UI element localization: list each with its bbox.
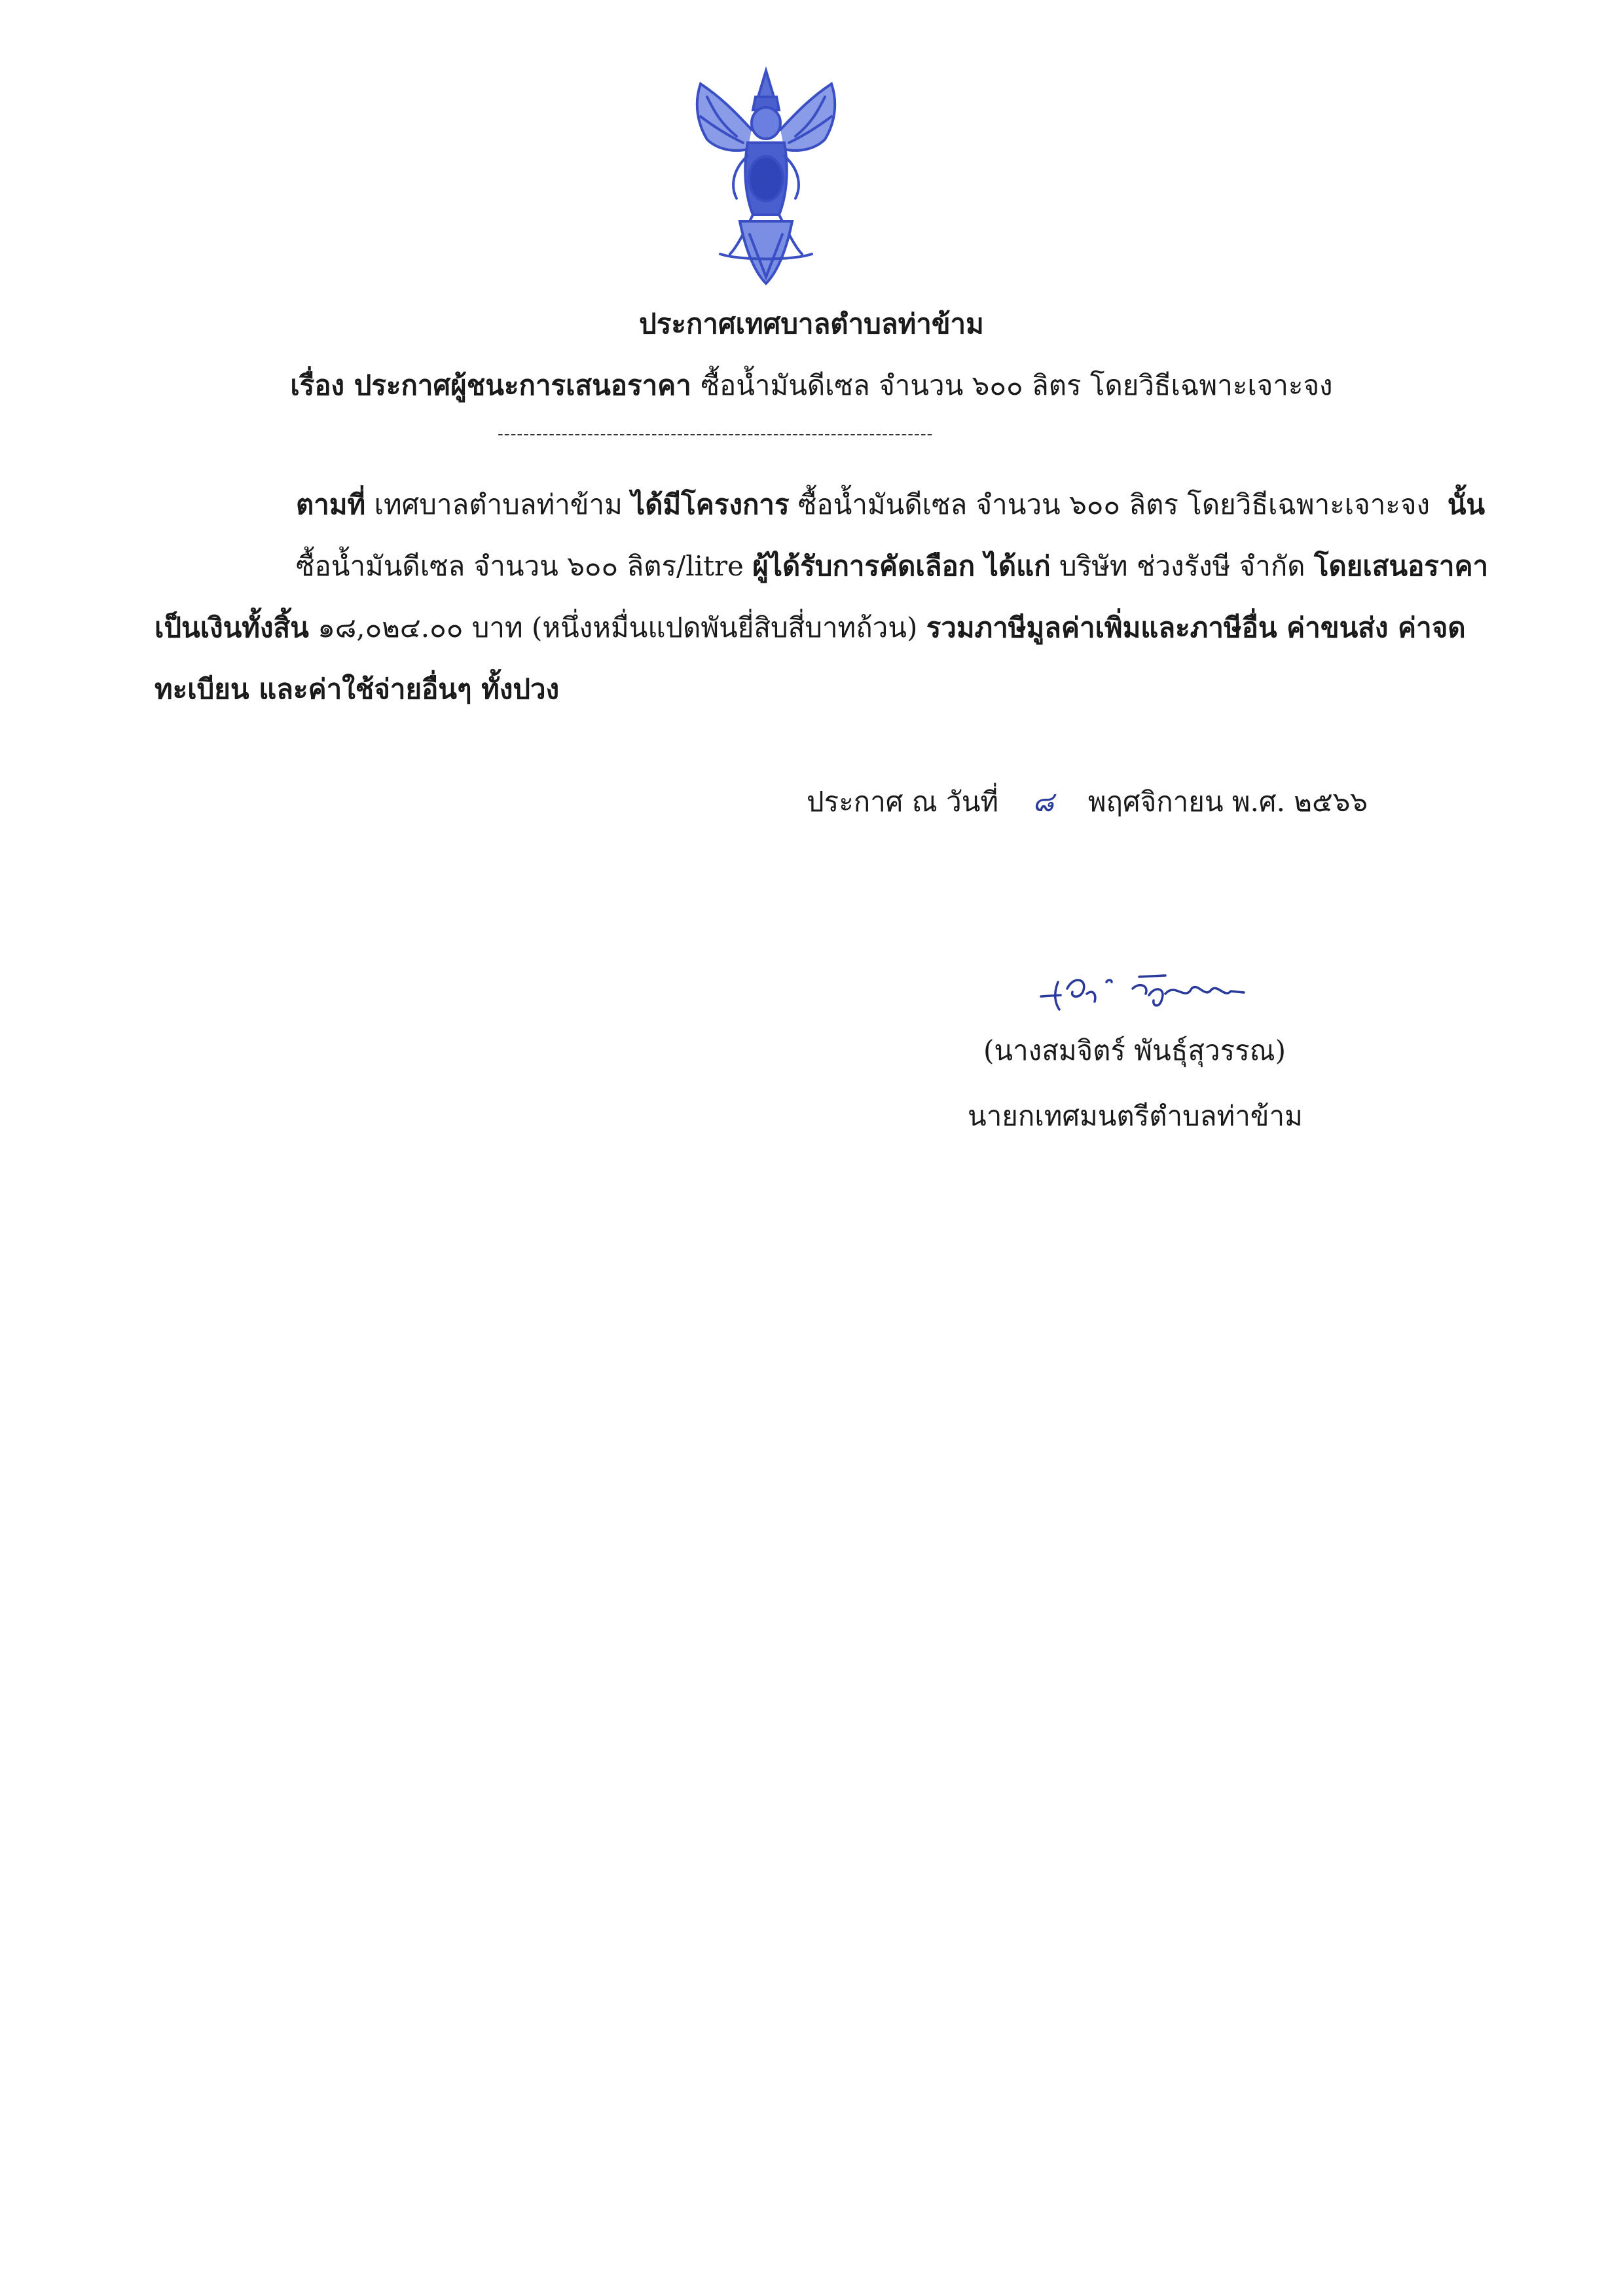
garuda-emblem-icon <box>674 58 858 293</box>
subject-title <box>0 364 1623 407</box>
body-line-1 <box>296 483 1485 526</box>
signer-position: นายกเทศมนตรีตำบลท่าข้าม <box>968 1100 1303 1132</box>
body-text: ๑๘,๐๒๔.๐๐ บาท (หนึ่งหมื่นแปดพันยี่สิบสี่บาทถ้วน) <box>318 611 918 644</box>
announce-month-year: พฤศจิกายน พ.ศ. ๒๕๖๖ <box>1087 786 1368 818</box>
body-line-4 <box>155 668 559 711</box>
body-line-3 <box>155 606 1466 649</box>
announce-day: ๘ <box>1032 786 1054 818</box>
separator-line: -------------------------------------------------------------------- <box>498 424 934 444</box>
body-text: ได้มีโครงการ <box>631 488 790 520</box>
body-text: ตามที่ <box>296 488 366 520</box>
announcement-date <box>807 780 1368 824</box>
body-text: ทะเบียน และค่าใช้จ่ายอื่นๆ ทั้งปวง <box>155 673 560 705</box>
body-text: ซื้อน้ำมันดีเซล จำนวน ๖๐๐ ลิตร โดยวิธีเฉพาะเจาะจง <box>797 488 1430 520</box>
signature-icon <box>1034 962 1250 1021</box>
body-text: รวมภาษีมูลค่าเพิ่มและภาษีอื่น ค่าขนส่ง ค่าจด <box>926 611 1466 644</box>
body-text: นั้น <box>1447 488 1486 520</box>
body-text: ซื้อน้ำมันดีเซล จำนวน ๖๐๐ ลิตร/litre <box>296 550 744 582</box>
body-text: เป็นเงินทั้งสิ้น <box>155 611 309 644</box>
body-line-2 <box>296 545 1488 588</box>
body-text: โดยเสนอราคา <box>1313 550 1489 582</box>
subject-text: ซื้อน้ำมันดีเซล จำนวน ๖๐๐ ลิตร โดยวิธีเฉพาะเจาะจง <box>701 369 1333 401</box>
subject-label: เรื่อง ประกาศผู้ชนะการเสนอราคา <box>290 369 691 401</box>
announce-prefix: ประกาศ ณ วันที่ <box>807 786 999 818</box>
body-text: บริษัท ช่วงรังษี จำกัด <box>1059 550 1305 582</box>
signer-name: (นางสมจิตร์ พันธุ์สุวรรณ) <box>983 1034 1286 1066</box>
org-title: ประกาศเทศบาลตำบลท่าข้าม <box>639 308 984 340</box>
body-text: เทศบาลตำบลท่าข้าม <box>374 488 623 520</box>
body-text: ผู้ได้รับการคัดเลือก ได้แก่ <box>752 550 1051 582</box>
